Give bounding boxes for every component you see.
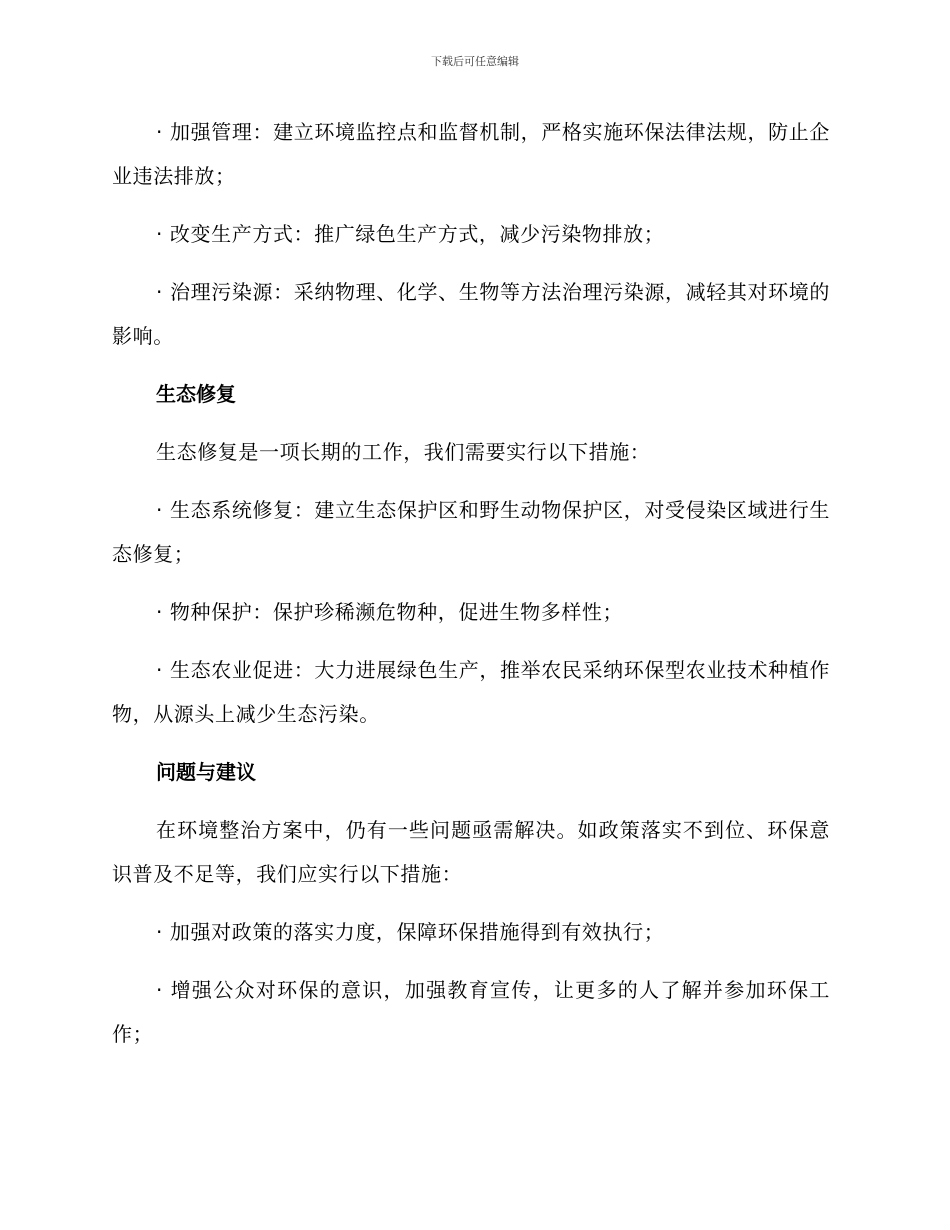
section-intro-issues-suggestions: 在环境整治方案中，仍有一些问题亟需解决。如政策落实不到位、环保意识普及不足等，我们应实行以下措施： bbox=[112, 818, 830, 886]
bullet-item-public-awareness: · 增强公众对环保的意识，加强教育宣传，让更多的人了解并参加环保工作； bbox=[112, 978, 830, 1046]
bullet-item-strengthen-management: · 加强管理：建立环境监控点和监督机制，严格实施环保法律法规，防止企业违法排放； bbox=[112, 120, 830, 188]
section-heading-issues-suggestions: 问题与建议 bbox=[156, 760, 256, 784]
section-heading-eco-restoration: 生态修复 bbox=[156, 382, 236, 406]
bullet-item-eco-agriculture: · 生态农业促进：大力进展绿色生产，推举农民采纳环保型农业技术种植作物，从源头上减少生态污染。 bbox=[112, 658, 830, 726]
document-body bbox=[112, 110, 830, 1070]
bullet-item-treat-pollution-source: · 治理污染源：采纳物理、化学、生物等方法治理污染源，减轻其对环境的影响。 bbox=[112, 280, 830, 348]
bullet-item-change-production: · 改变生产方式：推广绿色生产方式，减少污染物排放； bbox=[156, 222, 665, 246]
section-intro-eco-restoration: 生态修复是一项长期的工作，我们需要实行以下措施： bbox=[156, 440, 651, 464]
bullet-item-policy-implementation: · 加强对政策的落实力度，保障环保措施得到有效执行； bbox=[156, 920, 665, 944]
bullet-item-ecosystem-restoration: · 生态系统修复：建立生态保护区和野生动物保护区，对受侵染区域进行生态修复； bbox=[112, 498, 830, 566]
bullet-item-species-protection: · 物种保护：保护珍稀濒危物种，促进生物多样性； bbox=[156, 600, 624, 624]
header-note: 下载后可任意编辑 bbox=[431, 55, 519, 68]
